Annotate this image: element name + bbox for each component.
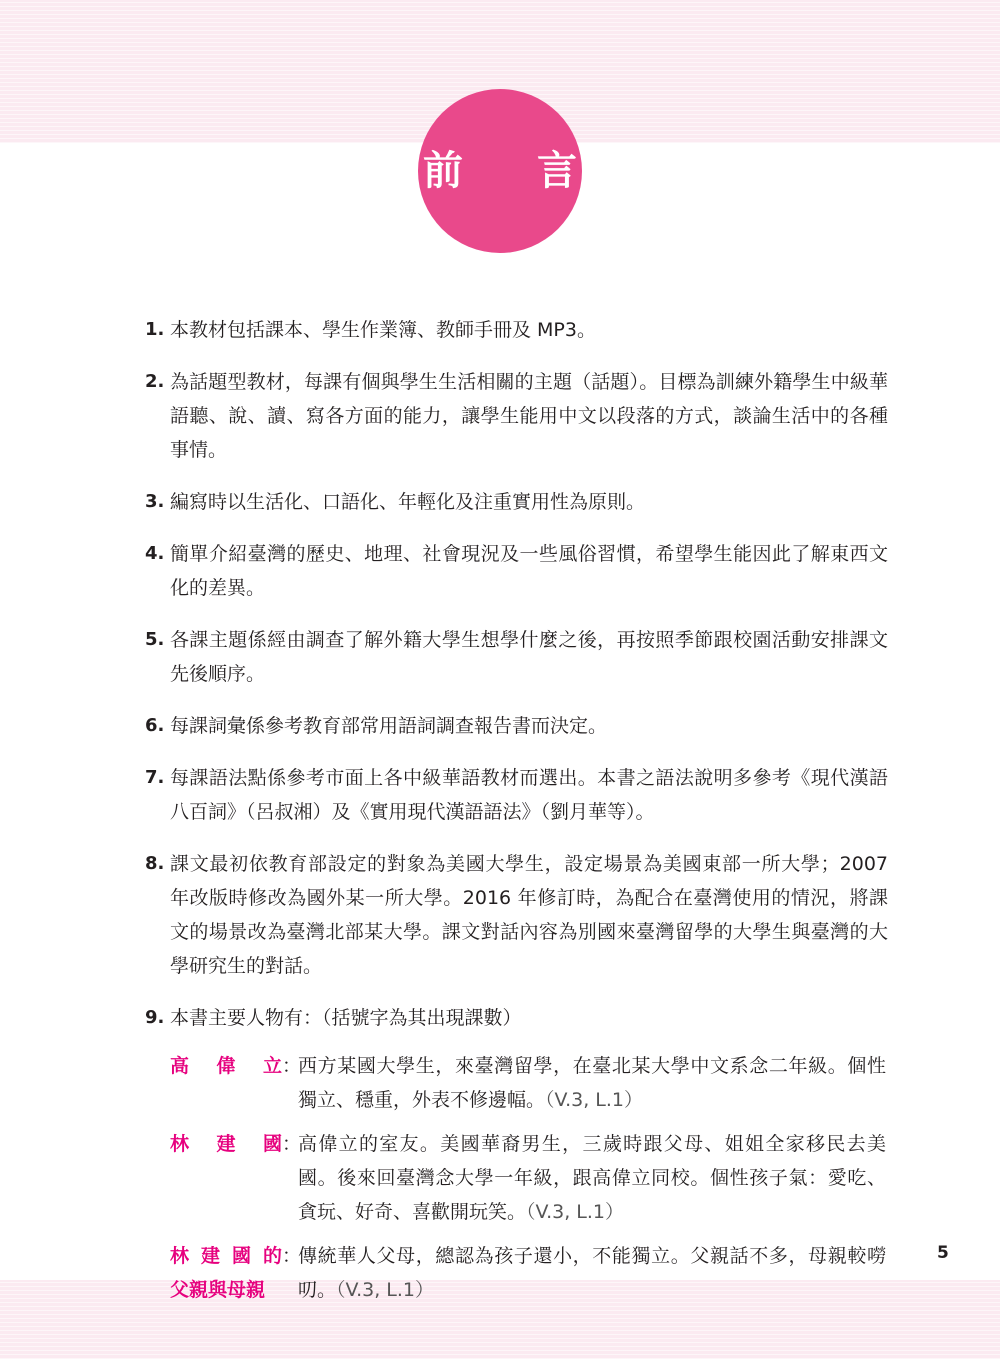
item-number: 7.	[145, 767, 165, 788]
character-name: 林 建 國 的 父親與母親	[170, 1245, 282, 1301]
title-circle	[418, 89, 607, 253]
colon: ：	[282, 1133, 302, 1155]
item-text: 編寫時以生活化、口語化、年輕化及注重實用性為原則。	[170, 491, 646, 513]
item-text: 簡單介紹臺灣的歷史、地理、社會現況及一些風俗習慣，希望學生能因此了解東西文化的差異。	[170, 543, 888, 599]
character-description: 傳統華人父母，總認為孩子還小，不能獨立。父親話不多，母親較嘮叨。（V.3, L.1）	[298, 1245, 886, 1301]
item-number: 4.	[145, 543, 165, 564]
item-number: 5.	[145, 629, 165, 650]
preface-item	[145, 709, 895, 743]
item-text: 本書主要人物有：（括號字為其出現課數）	[170, 1007, 522, 1029]
page-title: 前 言	[423, 147, 607, 194]
item-number: 3.	[145, 491, 165, 512]
preface-item	[145, 1001, 895, 1035]
character-entry	[170, 1049, 895, 1117]
preface-item	[145, 313, 895, 347]
item-text: 各課主題係經由調查了解外籍大學生想學什麼之後，再按照季節跟校園活動安排課文先後順序。	[170, 629, 888, 685]
preface-item	[145, 537, 895, 605]
character-description: 高偉立的室友。美國華裔男生，三歲時跟父母、姐姐全家移民去美國。後來回臺灣念大學一年級，跟高偉立同校。個性孩子氣：愛吃、貪玩、好奇、喜歡開玩笑。（V.3, L.1）	[298, 1133, 886, 1223]
preface-item	[145, 365, 895, 467]
lesson-reference: （V.3, L.1）	[526, 1201, 624, 1223]
item-text: 本教材包括課本、學生作業簿、教師手冊及 MP3。	[170, 319, 596, 341]
item-number: 6.	[145, 715, 165, 736]
preface-item	[145, 485, 895, 519]
item-number: 1.	[145, 319, 165, 340]
preface-item	[145, 761, 895, 829]
lesson-reference: （V.3, L.1）	[336, 1279, 434, 1301]
colon: ：	[282, 1245, 302, 1267]
character-description: 西方某國大學生，來臺灣留學，在臺北某大學中文系念二年級。個性獨立、穩重，外表不修邊幅。（V.3, L.1）	[298, 1055, 886, 1111]
item-text: 每課語法點係參考市面上各中級華語教材而選出。本書之語法說明多參考《現代漢語八百詞》（呂叔湘）及《實用現代漢語語法》（劉月華等）。	[170, 767, 888, 823]
item-number: 2.	[145, 371, 165, 392]
preface-item	[145, 847, 895, 983]
colon: ：	[282, 1055, 302, 1077]
item-text: 課文最初依教育部設定的對象為美國大學生，設定場景為美國東部一所大學；2007 年改版時修改為國外某一所大學。2016 年修訂時，為配合在臺灣使用的情況，將課文的場景改為臺灣北部某大學。課文對話內容為別國來臺灣留學的大學生與臺灣的大學研究生的對話。	[170, 853, 888, 977]
character-list	[170, 1049, 895, 1307]
item-text: 每課詞彙係參考教育部常用語詞調查報告書而決定。	[170, 715, 608, 737]
preface-item	[145, 623, 895, 691]
character-name: 高 偉 立	[170, 1055, 282, 1077]
character-entry	[170, 1239, 895, 1307]
lesson-reference: （V.3, L.1）	[545, 1089, 643, 1111]
item-number: 8.	[145, 853, 165, 874]
preface-content	[145, 313, 895, 1317]
item-text: 為話題型教材，每課有個與學生生活相關的主題（話題）。目標為訓練外籍學生中級華語聽、說、讀、寫各方面的能力，讓學生能用中文以段落的方式，談論生活中的各種事情。	[170, 371, 888, 461]
page-number: 5	[937, 1243, 949, 1263]
character-entry	[170, 1127, 895, 1229]
item-number: 9.	[145, 1007, 165, 1028]
character-name: 林 建 國	[170, 1133, 282, 1155]
